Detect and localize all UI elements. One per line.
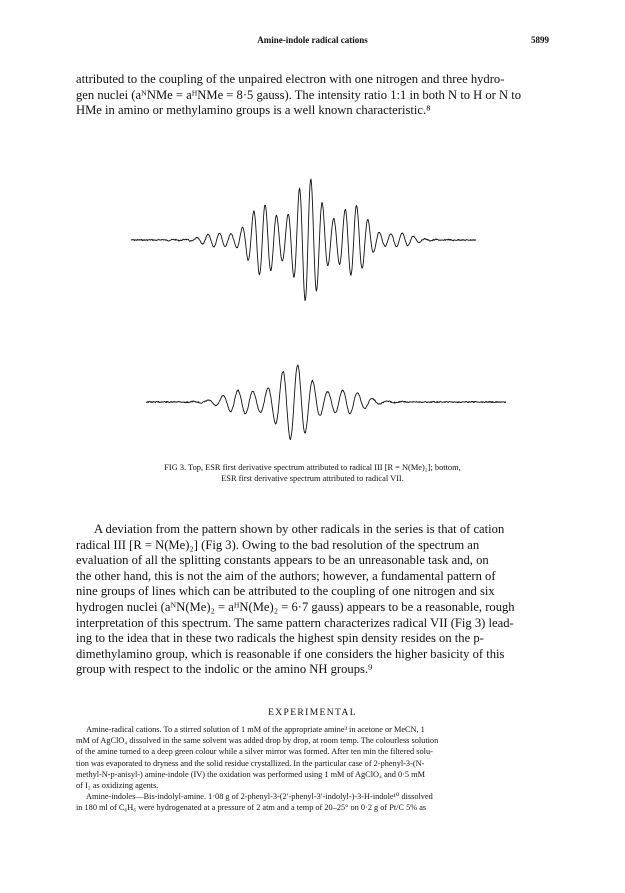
text-line: in 180 ml of C₆H₆ were hydrogenated at a pressure of 2 atm and a temp of 20–25° on 0·2 g of Pt/C 5% as	[76, 803, 427, 813]
text-line: Amine-radical cations. To a stirred solution of 1 mM of the appropriate amine³ in acetone or MeCN, 1	[86, 725, 425, 734]
caption-line: ESR first derivative spectrum attributed to radical VII.	[221, 474, 404, 483]
text-line: ing to the idea that in these two radicals the highest spin density resides on the p-	[76, 631, 484, 646]
experimental-text	[76, 724, 549, 814]
esr-spectrum-bottom	[146, 365, 506, 440]
text-line: nine groups of lines which can be attributed to the coupling of one nitrogen and six	[76, 584, 495, 599]
text-line: HMe in amino or methylamino groups is a well known characteristic.⁸	[76, 103, 431, 118]
text-line: of the amine turned to a deep green colour while a silver mirror was formed. After ten min the filtered solu-	[76, 747, 433, 757]
running-head	[76, 35, 549, 49]
text-line: dimethylamino group, which is reasonable if one considers the higher basicity of this	[76, 646, 505, 661]
text-line: evaluation of all the splitting constants appears to be an unreasonable task and, on	[76, 553, 489, 568]
text-line: methyl-N-p-anisyl-) amine-indole (IV) the oxidation was performed using 1 mM of AgClO₄ and 0·5 mM	[76, 769, 425, 779]
page-number: 5899	[531, 35, 549, 45]
text-line: Amine-indoles—Bis-indolyl-amine. 1·08 g of 2-phenyl-3-(2′-phenyl-3′-indolyl-)-3-H-indole¹⁰ dissolved	[86, 792, 433, 802]
text-line: mM of AgClO₄ dissolved in the same solvent was added drop by drop, at room temp. The colourless solution	[76, 736, 439, 746]
text-line: gen nuclei (aᴺNMe = aᴴNMe = 8·5 gauss). The intensity ratio 1:1 in both N to H or N to	[76, 87, 522, 102]
esr-spectrum-top	[131, 179, 476, 300]
caption-line: FIG 3. Top, ESR first derivative spectrum attributed to radical III [R = N(Me)₂]; bottom,	[164, 463, 461, 472]
section-heading-experimental: EXPERIMENTAL	[268, 708, 357, 718]
text-line: radical III [R = N(Me)₂] (Fig 3). Owing to the bad resolution of the spectrum an	[76, 537, 480, 552]
text-line: of I₂ as oxidizing agents.	[76, 781, 159, 791]
paragraph-main	[76, 522, 549, 678]
text-line: A deviation from the pattern shown by other radicals in the series is that of cation	[94, 522, 505, 536]
running-head-title: Amine-indole radical cations	[257, 35, 368, 45]
figure-esr-spectra	[76, 140, 549, 440]
paragraph-continuation	[76, 72, 549, 119]
text-line: group with respect to the indolic or the amino NH groups.⁹	[76, 662, 373, 677]
text-line: interpretation of this spectrum. The same pattern characterizes radical VII (Fig 3) lead-	[76, 615, 514, 630]
esr-spectra-plot	[76, 140, 549, 440]
text-line: hydrogen nuclei (aᴺN(Me)₂ = aᴴN(Me)₂ = 6·7 gauss) appears to be a reasonable, rough	[76, 599, 515, 614]
text-line: attributed to the coupling of the unpaired electron with one nitrogen and three hydro-	[76, 72, 505, 86]
text-line: tion was evaporated to dryness and the solid residue crystallized. In the particular case of 2-phenyl-3-(N-	[76, 758, 425, 768]
text-line: the other hand, this is not the aim of the authors; however, a fundamental pattern of	[76, 568, 496, 583]
figure-caption	[86, 462, 539, 484]
